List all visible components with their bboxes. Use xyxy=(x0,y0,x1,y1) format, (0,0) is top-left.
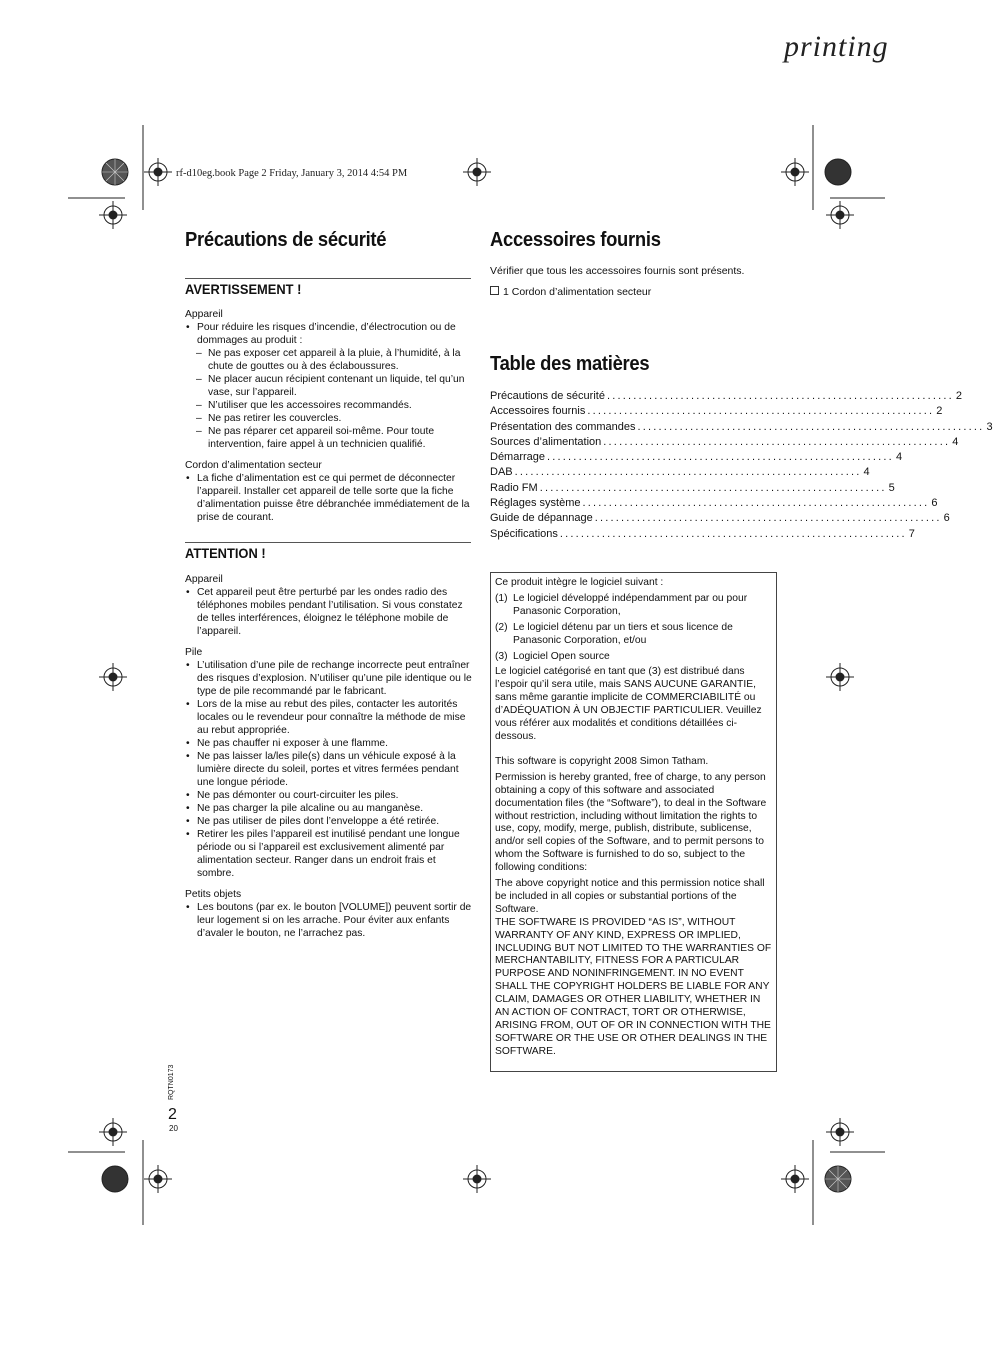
list-item: – Ne placer aucun récipient contenant un liquide, tel qu’un vase, sur l’appareil. xyxy=(185,373,472,399)
software-license-box xyxy=(490,572,777,1072)
list-item: • Ne pas chauffer ni exposer à une flamme. xyxy=(185,737,472,750)
list-item: – Ne pas réparer cet appareil soi-même. Pour toute intervention, faire appel à un technicien qualifié. xyxy=(185,425,472,451)
list-item: • L’utilisation d’une pile de rechange incorrecte peut entraîner des risques d’explosion. N’utiliser qu’une pile identique ou le type de pile recommandé par le fabricant. xyxy=(185,659,472,698)
target-mark-icon xyxy=(144,158,172,186)
toc-label: Réglages système xyxy=(490,497,581,510)
toc-label: DAB xyxy=(490,466,513,479)
caution-heading: ATTENTION ! xyxy=(185,545,266,561)
toc-page: 2 xyxy=(936,405,943,418)
toc-page: 4 xyxy=(863,466,870,479)
toc-page: 5 xyxy=(888,481,895,494)
license-paragraph: This software is copyright 2008 Simon Tatham. xyxy=(495,755,709,767)
accessory-label: 1 Cordon d’alimentation secteur xyxy=(503,286,652,298)
list-item: • Ne pas charger la pile alcaline ou au manganèse. xyxy=(185,802,472,815)
list-item: • Lors de la mise au rebut des piles, contacter les autorités locales ou le revendeur pour connaître la méthode de mise au rebut appropriée. xyxy=(185,698,472,737)
license-paragraph: Permission is hereby granted, free of charge, to any person obtaining a copy of this software and associated documentation files (the “Software”), to deal in the Software without restriction, including without limitation the rights to use, copy, modify, merge, publish, distribute, sublicense, and/or sell copies of the Software, and to permit persons to whom the Software is furnished to do so, subject to the following conditions: xyxy=(495,771,767,874)
divider xyxy=(185,542,471,543)
toc-label: Radio FM xyxy=(490,481,538,494)
license-paragraph: The above copyright notice and this permission notice shall be included in all copies or substantial portions of the Software. xyxy=(495,878,765,915)
table-of-contents xyxy=(490,389,993,542)
accessory-item xyxy=(490,286,780,299)
accessories-intro: Vérifier que tous les accessoires fournis sont présents. xyxy=(490,265,745,277)
license-paragraph: Le logiciel catégorisé en tant que (3) est distribué dans l’espoir qu’il sera utile, mais SANS AUCUNE GARANTIE, sans même garantie implicite de COMMERCIABILITÉ ou d’ADÉQUATION À UN OBJECTIF PARTICULIER. Veuillez vous référer aux modalités et conditions détaillées ci-dessous. xyxy=(495,666,762,742)
license-item: (1) Le logiciel développé indépendamment par ou pour Panasonic Corporation, xyxy=(495,592,748,617)
list-item: • Ne pas laisser la/les pile(s) dans un véhicule exposé à la lumière directe du soleil, portes et vitres fermées pendant une longue période. xyxy=(185,750,472,789)
toc-row[interactable]: Présentation des commandes .................................................................. 3 xyxy=(490,420,777,435)
toc-row[interactable]: Guide de dépannage .................................................................. 6 xyxy=(490,511,777,526)
toc-row[interactable]: Précautions de sécurité .................................................................. 2 xyxy=(490,389,777,404)
list-item: • Cet appareil peut être perturbé par les ondes radio des téléphones mobiles pendant l’utilisation. Si vous constatez de telles interférences, éloignez le téléphone mobile de l’appareil. xyxy=(185,586,472,638)
printing-stamp: printing xyxy=(784,30,889,63)
toc-page: 7 xyxy=(908,527,915,540)
toc-label: Sources d’alimentation xyxy=(490,435,602,448)
checkbox-icon xyxy=(490,286,499,295)
toc-row[interactable]: Accessoires fournis .................................................................. 2 xyxy=(490,404,777,419)
document-code: RQTN0173 xyxy=(168,1064,175,1100)
toc-row[interactable]: Spécifications .................................................................. 7 xyxy=(490,527,777,542)
warning-group-cordon xyxy=(185,459,472,524)
sub-page-number: 20 xyxy=(169,1124,178,1133)
license-item: (2) Le logiciel détenu par un tiers et sous licence de Panasonic Corporation, et/ou xyxy=(495,621,733,646)
list-item: • Les boutons (par ex. le bouton [VOLUME]) peuvent sortir de leur logement si on les arrache. Pour éviter aux enfants d’avaler le bouton, ne l’arrachez pas. xyxy=(185,901,472,940)
toc-row[interactable]: DAB .................................................................. 4 xyxy=(490,465,777,480)
toc-page: 4 xyxy=(895,451,903,464)
toc-label: Spécifications xyxy=(490,527,558,540)
toc-row[interactable]: Réglages système .................................................................. 6 xyxy=(490,496,777,511)
toc-title: Table des matières xyxy=(490,353,650,375)
toc-row[interactable]: Sources d’alimentation .................................................................. 4 xyxy=(490,435,777,450)
list-item: • La fiche d’alimentation est ce qui permet de déconnecter l’appareil. Installer cet appareil de telle sorte que la fiche d’alimentation puisse être débranchée immédiatement de la prise de courant. xyxy=(185,472,472,524)
list-item: – N’utiliser que les accessoires recommandés. xyxy=(185,399,472,412)
group-heading: Petits objets xyxy=(185,889,242,900)
caution-group-pile xyxy=(185,646,472,880)
group-heading: Pile xyxy=(185,647,203,658)
toc-label: Démarrage xyxy=(490,451,546,464)
license-paragraph: THE SOFTWARE IS PROVIDED “AS IS”, WITHOUT WARRANTY OF ANY KIND, EXPRESS OR IMPLIED, INCLUDING BUT NOT LIMITED TO THE WARRANTIES OF MERCHANTABILITY, FITNESS FOR A PARTICULAR PURPOSE AND NONINFRINGEMENT. IN NO EVENT SHALL THE COPYRIGHT HOLDERS BE LIABLE FOR ANY CLAIM, DAMAGES OR OTHER LIABILITY, WHETHER IN AN ACTION OF CONTRACT, TORT OR OTHERWISE, ARISING FROM, OUT OF OR IN CONNECTION WITH THE SOFTWARE OR THE USE OR OTHER DEALINGS IN THE SOFTWARE. xyxy=(495,916,772,1057)
license-item: (3) Logiciel Open source xyxy=(495,650,610,662)
list-item: • Pour réduire les risques d’incendie, d’électrocution ou de dommages au produit : xyxy=(185,321,472,347)
warning-heading: AVERTISSEMENT ! xyxy=(185,281,302,297)
list-item: – Ne pas retirer les couvercles. xyxy=(185,412,472,425)
toc-label: Accessoires fournis xyxy=(490,405,586,418)
toc-label: Guide de dépannage xyxy=(490,512,593,525)
toc-page: 3 xyxy=(986,420,993,433)
toc-label: Précautions de sécurité xyxy=(490,390,605,402)
toc-row[interactable]: Radio FM .................................................................. 5 xyxy=(490,481,777,496)
toc-page: 4 xyxy=(952,435,959,448)
list-item: • Retirer les piles l’appareil est inutilisé pendant une longue période ou si l’appareil est exclusivement alimenté par alimentation secteur. Ranger dans un endroit frais et sombre. xyxy=(185,828,472,880)
toc-page: 6 xyxy=(931,497,938,510)
warning-group-appareil xyxy=(185,308,472,451)
book-header-line: rf-d10eg.book Page 2 Friday, January 3, 2014 4:54 PM xyxy=(176,168,408,179)
list-item: – Ne pas exposer cet appareil à la pluie, à l’humidité, à la chute de gouttes ou à des éclaboussures. xyxy=(185,347,472,373)
caution-group-petits-objets xyxy=(185,888,472,940)
safety-title: Précautions de sécurité xyxy=(185,229,387,251)
caution-body xyxy=(185,573,472,940)
warning-body xyxy=(185,308,472,524)
group-heading: Appareil xyxy=(185,309,223,320)
toc-page: 6 xyxy=(943,512,950,525)
page-number: 2 xyxy=(168,1106,177,1123)
toc-row[interactable]: Démarrage .................................................................. 4 xyxy=(490,450,777,465)
divider xyxy=(185,278,471,279)
toc-label: Présentation des commandes xyxy=(490,420,636,433)
caution-group-appareil xyxy=(185,573,472,638)
license-intro: Ce produit intègre le logiciel suivant : xyxy=(495,577,664,588)
list-item: • Ne pas démonter ou court-circuiter les piles. xyxy=(185,789,472,802)
toc-page: 2 xyxy=(955,390,962,402)
group-heading: Appareil xyxy=(185,574,223,585)
list-item: • Ne pas utiliser de piles dont l’enveloppe a été retirée. xyxy=(185,815,472,828)
accessories-title: Accessoires fournis xyxy=(490,229,661,251)
group-heading: Cordon d’alimentation secteur xyxy=(185,460,322,471)
